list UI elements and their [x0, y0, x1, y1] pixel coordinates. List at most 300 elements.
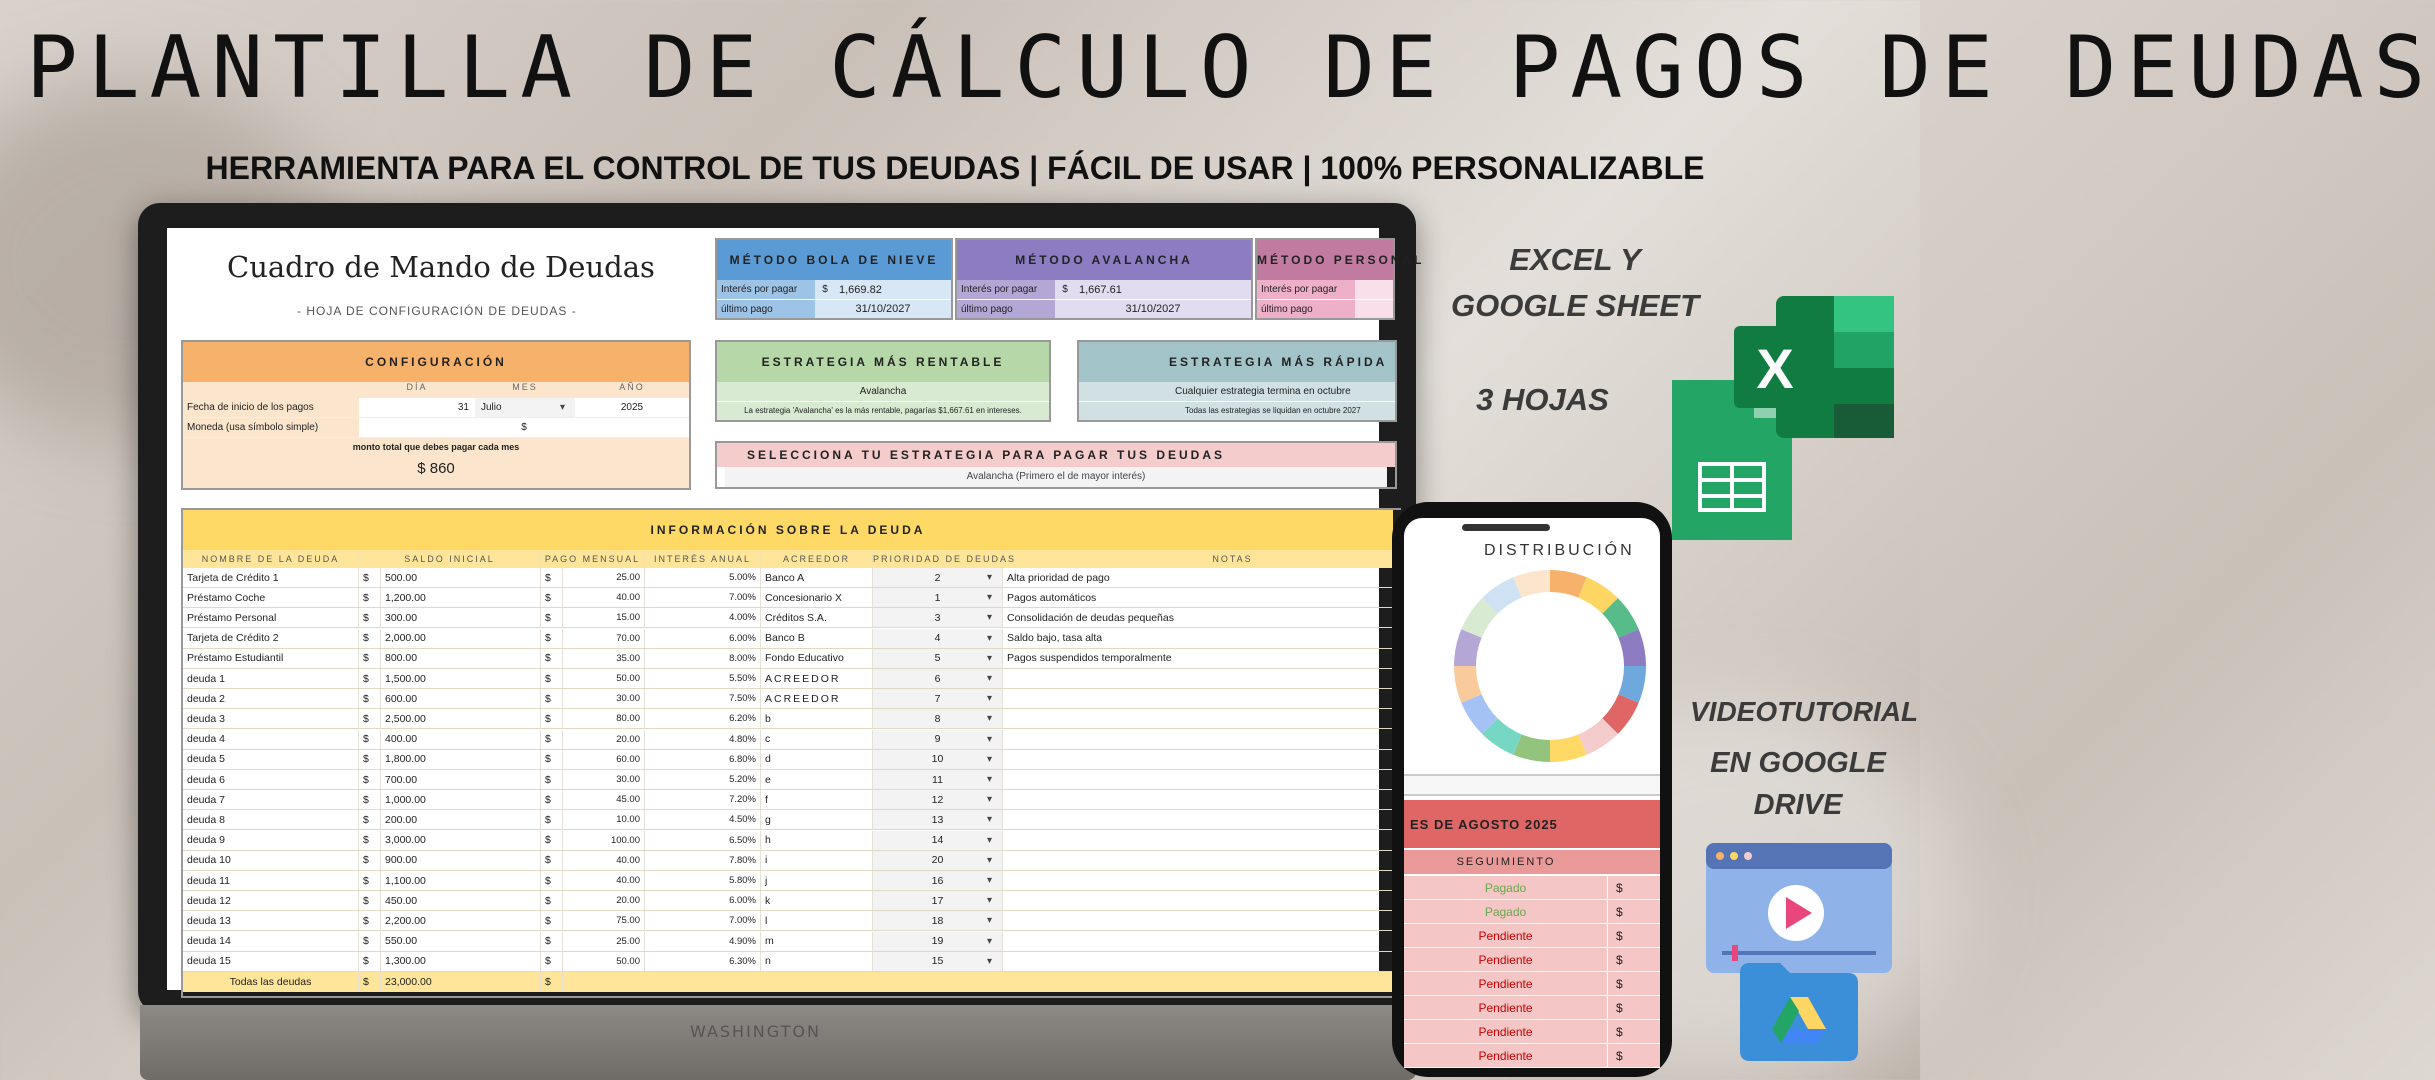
interes-cell[interactable]: 4.00% [645, 608, 761, 627]
currency-cell: $ [359, 952, 381, 971]
notas-cell[interactable]: Pagos automáticos [1007, 591, 1097, 604]
prioridad-select[interactable] [873, 689, 1003, 708]
pago-cell[interactable]: 35.00 [563, 649, 645, 668]
selecciona-panel [715, 441, 1397, 489]
currency-cell: $ [541, 750, 563, 769]
prioridad-value: 12 [931, 793, 944, 806]
currency-cell: $ [359, 871, 381, 890]
acreedor-cell[interactable]: n [761, 952, 873, 971]
debt-name-cell[interactable]: deuda 7 [183, 790, 359, 809]
tracking-row [1404, 1044, 1660, 1068]
prioridad-select[interactable] [873, 851, 1003, 870]
acreedor-cell[interactable]: c [761, 730, 873, 749]
currency-cell: $ [359, 608, 381, 627]
deuda-panel [181, 508, 1401, 998]
tracking-row [1404, 972, 1660, 996]
prioridad-select[interactable] [873, 790, 1003, 809]
prioridad-value: 2 [934, 571, 941, 584]
pago-cell[interactable]: 50.00 [563, 952, 645, 971]
prioridad-value: 6 [934, 672, 941, 685]
pago-cell[interactable]: 40.00 [563, 871, 645, 890]
phone-screen [1404, 518, 1660, 1064]
currency-cell: $ [541, 932, 563, 951]
tracking-status[interactable]: Pendiente [1404, 996, 1608, 1019]
saldo-cell[interactable]: 800.00 [381, 649, 541, 668]
table-row [183, 709, 1399, 729]
selecciona-dropdown[interactable] [725, 467, 1387, 487]
sheet-subtitle: - HOJA DE CONFIGURACIÓN DE DEUDAS - [297, 304, 577, 318]
tracking-status[interactable]: Pendiente [1404, 972, 1608, 995]
saldo-cell[interactable]: 500.00 [381, 568, 541, 587]
tracking-status[interactable]: Pendiente [1404, 1020, 1608, 1043]
currency-cell: $ [541, 790, 563, 809]
method-last-row [717, 300, 951, 318]
video-label-3: DRIVE [1753, 789, 1843, 821]
rentable-value: Avalancha [717, 382, 1049, 402]
notas-cell[interactable]: Consolidación de deudas pequeñas [1007, 611, 1174, 624]
interes-cell[interactable]: 4.80% [645, 730, 761, 749]
interes-cell[interactable]: 6.80% [645, 750, 761, 769]
deuda-header-cell: INTERÉS ANUAL [645, 554, 761, 564]
pago-cell[interactable]: 20.00 [563, 891, 645, 910]
acreedor-cell[interactable]: h [761, 831, 873, 850]
prioridad-value: 20 [931, 854, 944, 867]
debt-name-cell[interactable]: deuda 5 [183, 750, 359, 769]
config-title: CONFIGURACIÓN [183, 342, 689, 382]
acreedor-cell[interactable]: Banco B [761, 629, 873, 648]
table-row [183, 629, 1399, 649]
currency-cell: $ [541, 952, 563, 971]
debt-name-cell[interactable]: Préstamo Coche [183, 588, 359, 607]
currency-cell: $ [359, 730, 381, 749]
notas-cell[interactable] [1003, 851, 1303, 870]
notas-cell[interactable] [1003, 669, 1303, 688]
method-title: MÉTODO AVALANCHA [957, 240, 1251, 280]
method-interest-value: 1,667.61 [1075, 280, 1251, 299]
notas-cell[interactable] [1003, 911, 1303, 930]
prioridad-select[interactable] [873, 932, 1003, 951]
notas-cell[interactable] [1003, 730, 1303, 749]
debt-name-cell[interactable]: deuda 6 [183, 770, 359, 789]
notas-cell[interactable] [1003, 871, 1303, 890]
pago-cell[interactable]: 25.00 [563, 568, 645, 587]
currency-cell: $ [541, 608, 563, 627]
tracking-currency: $ [1616, 952, 1623, 967]
saldo-cell[interactable]: 550.00 [381, 932, 541, 951]
prioridad-value: 10 [931, 753, 944, 766]
saldo-cell[interactable]: 700.00 [381, 770, 541, 789]
pago-cell[interactable]: 70.00 [563, 629, 645, 648]
tracking-currency: $ [1616, 976, 1623, 991]
tracking-status[interactable]: Pagado [1404, 900, 1608, 923]
tracking-row [1404, 876, 1660, 900]
notas-cell[interactable] [1003, 932, 1303, 951]
config-col-mes: MES [512, 382, 538, 392]
config-mes-select[interactable] [475, 398, 575, 417]
tracking-row [1404, 996, 1660, 1020]
currency-cell: $ [541, 770, 563, 789]
method-interest-row [957, 280, 1251, 300]
debt-name-cell[interactable]: deuda 13 [183, 911, 359, 930]
config-moneda-input[interactable]: $ [521, 422, 527, 433]
notas-cell[interactable] [1003, 770, 1303, 789]
currency-cell: $ [359, 629, 381, 648]
debt-name-cell[interactable]: Tarjeta de Crédito 2 [183, 629, 359, 648]
notas-cell[interactable]: Saldo bajo, tasa alta [1007, 632, 1103, 645]
prioridad-value: 17 [931, 894, 944, 907]
notas-cell[interactable] [1003, 831, 1303, 850]
config-col-anio: AÑO [619, 382, 645, 392]
rapida-title: ESTRATEGIA MÁS RÁPIDA [1079, 342, 1395, 382]
currency-cell: $ [541, 649, 563, 668]
method-panel [715, 238, 953, 320]
notas-cell[interactable] [1003, 952, 1303, 971]
tracking-row [1404, 948, 1660, 972]
interes-cell[interactable]: 6.00% [645, 629, 761, 648]
saldo-cell[interactable]: 2,000.00 [381, 629, 541, 648]
tracking-row [1404, 900, 1660, 924]
debt-name-cell[interactable]: Tarjeta de Crédito 1 [183, 568, 359, 587]
debt-name-cell[interactable]: deuda 9 [183, 831, 359, 850]
pago-cell[interactable]: 15.00 [563, 608, 645, 627]
prioridad-select[interactable] [873, 891, 1003, 910]
notas-cell[interactable] [1003, 689, 1303, 708]
saldo-cell[interactable]: 400.00 [381, 730, 541, 749]
notas-cell[interactable]: Alta prioridad de pago [1007, 571, 1110, 584]
currency-cell: $ [359, 568, 381, 587]
interes-cell[interactable]: 4.50% [645, 810, 761, 829]
table-row [183, 669, 1399, 689]
interes-cell[interactable]: 7.00% [645, 588, 761, 607]
saldo-cell[interactable]: 3,000.00 [381, 831, 541, 850]
table-row [183, 750, 1399, 770]
method-currency: $ [1055, 280, 1075, 299]
currency-cell: $ [541, 730, 563, 749]
acreedor-cell[interactable]: g [761, 810, 873, 829]
interes-cell[interactable]: 7.50% [645, 689, 761, 708]
saldo-cell[interactable]: 200.00 [381, 810, 541, 829]
method-title: MÉTODO PERSONAL [1257, 240, 1393, 280]
prioridad-select[interactable] [873, 649, 1003, 668]
pago-cell[interactable]: 30.00 [563, 770, 645, 789]
notas-cell[interactable] [1003, 709, 1303, 728]
prioridad-value: 9 [934, 733, 941, 746]
debt-name-cell[interactable]: deuda 11 [183, 871, 359, 890]
method-panel [1255, 238, 1425, 320]
tracking-status[interactable]: Pendiente [1404, 924, 1608, 947]
tracking-status[interactable]: Pendiente [1404, 1044, 1608, 1067]
interes-cell[interactable]: 5.20% [645, 770, 761, 789]
method-interest-row [1257, 280, 1393, 300]
debt-name-cell[interactable]: deuda 1 [183, 669, 359, 688]
acreedor-cell[interactable]: Fondo Educativo [761, 649, 873, 668]
rentable-panel [715, 340, 1051, 422]
rapida-note: Todas las estrategias se liquidan en octubre 2027 [1079, 402, 1395, 420]
prioridad-value: 18 [931, 914, 944, 927]
method-interest-label: Interés por pagar [1261, 284, 1338, 295]
currency-cell: $ [541, 588, 563, 607]
excel-label-1: EXCEL Y [1509, 242, 1641, 277]
currency-cell: $ [359, 770, 381, 789]
table-row [183, 932, 1399, 952]
notas-cell[interactable] [1003, 891, 1303, 910]
acreedor-cell[interactable]: Créditos S.A. [761, 608, 873, 627]
debt-name-cell[interactable]: Préstamo Personal [183, 608, 359, 627]
debt-name-cell[interactable]: Préstamo Estudiantil [183, 649, 359, 668]
deuda-header-cell: PAGO MENSUAL [541, 554, 645, 564]
prioridad-select[interactable] [873, 770, 1003, 789]
currency-cell: $ [359, 891, 381, 910]
prioridad-value: 15 [931, 955, 944, 968]
method-currency [1355, 280, 1375, 299]
debt-name-cell[interactable]: deuda 8 [183, 810, 359, 829]
tracking-currency: $ [1616, 880, 1623, 895]
table-row [183, 689, 1399, 709]
acreedor-cell[interactable]: ACREEDOR [761, 669, 873, 688]
pago-cell[interactable]: 20.00 [563, 730, 645, 749]
method-last-label: último pago [721, 303, 773, 315]
interes-cell[interactable]: 6.00% [645, 891, 761, 910]
currency-cell: $ [541, 871, 563, 890]
saldo-cell[interactable]: 1,300.00 [381, 952, 541, 971]
table-row [183, 649, 1399, 669]
config-col-dia: DÍA [406, 382, 428, 392]
tracking-status[interactable]: Pagado [1404, 876, 1608, 899]
table-row [183, 608, 1399, 628]
debt-name-cell[interactable]: deuda 15 [183, 952, 359, 971]
debt-name-cell[interactable]: deuda 4 [183, 730, 359, 749]
pago-cell[interactable]: 60.00 [563, 750, 645, 769]
hojas-label: 3 HOJAS [1476, 382, 1609, 417]
prioridad-select[interactable] [873, 629, 1003, 648]
deuda-header-cell: NOTAS [1003, 554, 1463, 564]
config-dia-input[interactable]: 31 [457, 402, 469, 413]
currency-cell: $ [359, 790, 381, 809]
interes-cell[interactable]: 4.90% [645, 932, 761, 951]
currency-cell: $ [541, 851, 563, 870]
debt-name-cell[interactable]: deuda 14 [183, 932, 359, 951]
saldo-cell[interactable]: 1,200.00 [381, 588, 541, 607]
currency-cell: $ [541, 911, 563, 930]
interes-cell[interactable]: 5.80% [645, 871, 761, 890]
debt-name-cell[interactable]: deuda 10 [183, 851, 359, 870]
currency-cell: $ [541, 810, 563, 829]
phone-seguimiento-label: SEGUIMIENTO [1456, 856, 1556, 868]
table-row [183, 810, 1399, 830]
notas-cell[interactable] [1003, 810, 1303, 829]
pago-cell[interactable]: 75.00 [563, 911, 645, 930]
prioridad-value: 13 [931, 813, 944, 826]
prioridad-value: 19 [931, 935, 944, 948]
deuda-header-cell: PRIORIDAD DE DEUDAS [873, 554, 1017, 564]
method-last-row [957, 300, 1251, 318]
pago-cell[interactable]: 80.00 [563, 709, 645, 728]
interes-cell[interactable]: 6.50% [645, 831, 761, 850]
interes-cell[interactable]: 7.80% [645, 851, 761, 870]
method-last-value: 31/10/2027 [1055, 300, 1251, 318]
saldo-cell[interactable]: 300.00 [381, 608, 541, 627]
saldo-cell[interactable]: 450.00 [381, 891, 541, 910]
laptop-base [140, 1005, 1416, 1080]
distribution-donut-chart [1450, 566, 1650, 766]
prioridad-value: 4 [934, 632, 941, 645]
currency-cell: $ [359, 810, 381, 829]
prioridad-select[interactable] [873, 568, 1003, 587]
acreedor-cell[interactable]: m [761, 932, 873, 951]
interes-cell[interactable]: 7.00% [645, 911, 761, 930]
interes-cell[interactable]: 5.00% [645, 568, 761, 587]
method-interest-label: Interés por pagar [721, 284, 798, 295]
debt-name-cell[interactable]: deuda 12 [183, 891, 359, 910]
prioridad-select[interactable] [873, 871, 1003, 890]
saldo-cell[interactable]: 600.00 [381, 689, 541, 708]
method-interest-value [1375, 280, 1393, 299]
tracking-status[interactable]: Pendiente [1404, 948, 1608, 971]
prioridad-select[interactable] [873, 608, 1003, 627]
currency-cell: $ [541, 568, 563, 587]
prioridad-select[interactable] [873, 588, 1003, 607]
currency-cell: $ [541, 831, 563, 850]
notas-cell[interactable]: Pagos suspendidos temporalmente [1007, 652, 1172, 665]
prioridad-select[interactable] [873, 911, 1003, 930]
total-label: Todas las deudas [183, 972, 359, 992]
method-last-value [1355, 300, 1393, 318]
currency-cell: $ [541, 689, 563, 708]
config-anio-input[interactable]: 2025 [620, 402, 644, 413]
currency-cell: $ [359, 972, 381, 992]
table-row [183, 588, 1399, 608]
phone-month-title: ES DE AGOSTO 2025 [1410, 816, 1558, 832]
tracking-currency: $ [1616, 904, 1623, 919]
notas-cell[interactable] [1003, 750, 1303, 769]
debt-name-cell[interactable]: deuda 2 [183, 689, 359, 708]
prioridad-value: 14 [931, 834, 944, 847]
notas-cell[interactable] [1003, 790, 1303, 809]
currency-cell: $ [359, 750, 381, 769]
table-row [183, 871, 1399, 891]
config-fecha-label: Fecha de inicio de los pagos [183, 398, 359, 417]
rapida-panel [1077, 340, 1397, 422]
acreedor-cell[interactable]: b [761, 709, 873, 728]
currency-cell: $ [359, 669, 381, 688]
video-player-icon [1706, 843, 1892, 973]
acreedor-cell[interactable]: j [761, 871, 873, 890]
google-drive-folder-icon [1740, 963, 1858, 1061]
interes-cell[interactable]: 7.20% [645, 790, 761, 809]
prioridad-select[interactable] [873, 952, 1003, 971]
acreedor-cell[interactable]: Concesionario X [761, 588, 873, 607]
currency-cell: $ [359, 689, 381, 708]
acreedor-cell[interactable]: k [761, 891, 873, 910]
config-col-headers [183, 382, 689, 398]
method-last-value: 31/10/2027 [815, 300, 951, 318]
table-row [183, 770, 1399, 790]
method-interest-row [717, 280, 951, 300]
saldo-cell[interactable]: 2,200.00 [381, 911, 541, 930]
prioridad-value: 5 [934, 652, 941, 665]
currency-cell: $ [359, 831, 381, 850]
acreedor-cell[interactable]: e [761, 770, 873, 789]
pago-cell[interactable]: 45.00 [563, 790, 645, 809]
phone-seguimiento-header [1404, 850, 1660, 874]
selecciona-title: SELECCIONA TU ESTRATEGIA PARA PAGAR TUS DEUDAS [717, 443, 1395, 467]
interes-cell[interactable]: 5.50% [645, 669, 761, 688]
interes-cell[interactable]: 6.30% [645, 952, 761, 971]
pago-cell[interactable]: 30.00 [563, 689, 645, 708]
prioridad-value: 1 [934, 591, 941, 604]
table-row [183, 891, 1399, 911]
config-fecha-row [183, 398, 689, 418]
saldo-cell[interactable]: 2,500.00 [381, 709, 541, 728]
currency-cell: $ [359, 911, 381, 930]
saldo-cell[interactable]: 1,800.00 [381, 750, 541, 769]
prioridad-select[interactable] [873, 750, 1003, 769]
tracking-row [1404, 1020, 1660, 1044]
excel-icon [1734, 296, 1894, 438]
pago-cell[interactable]: 100.00 [563, 831, 645, 850]
acreedor-cell[interactable]: i [761, 851, 873, 870]
interes-cell[interactable]: 6.20% [645, 709, 761, 728]
phone-month-header [1404, 800, 1660, 848]
saldo-cell[interactable]: 1,500.00 [381, 669, 541, 688]
pago-cell[interactable]: 50.00 [563, 669, 645, 688]
prioridad-value: 8 [934, 712, 941, 725]
laptop-brand: WASHINGTON [690, 1022, 821, 1041]
prioridad-select[interactable] [873, 709, 1003, 728]
debt-name-cell[interactable]: deuda 3 [183, 709, 359, 728]
config-monto-value: $ 860 [183, 456, 689, 488]
config-moneda-label: Moneda (usa símbolo simple) [183, 418, 359, 437]
method-title: MÉTODO BOLA DE NIEVE [717, 240, 951, 280]
tracking-row [1404, 924, 1660, 948]
saldo-cell[interactable]: 900.00 [381, 851, 541, 870]
page-title: PLANTILLA DE CÁLCULO DE PAGOS DE DEUDAS [26, 18, 2435, 118]
acreedor-cell[interactable]: d [761, 750, 873, 769]
prioridad-select[interactable] [873, 669, 1003, 688]
excel-label-2: GOOGLE SHEET [1450, 288, 1700, 323]
distribucion-title: DISTRIBUCIÓN [1484, 542, 1635, 559]
pago-cell[interactable]: 40.00 [563, 588, 645, 607]
rapida-value: Cualquier estrategia termina en octubre [1079, 382, 1395, 402]
deuda-header-cell: NOMBRE DE LA DEUDA [183, 554, 359, 564]
config-panel [181, 340, 691, 490]
acreedor-cell[interactable]: ACREEDOR [761, 689, 873, 708]
saldo-cell[interactable]: 1,100.00 [381, 871, 541, 890]
video-label-1: VIDEOTUTORIAL [1690, 696, 1919, 727]
pago-cell[interactable]: 40.00 [563, 851, 645, 870]
prioridad-select[interactable] [873, 730, 1003, 749]
interes-cell[interactable]: 8.00% [645, 649, 761, 668]
sheet-title: Cuadro de Mando de Deudas [227, 250, 655, 284]
tracking-currency: $ [1616, 1000, 1623, 1015]
acreedor-cell[interactable]: l [761, 911, 873, 930]
prioridad-select[interactable] [873, 810, 1003, 829]
prioridad-select[interactable] [873, 831, 1003, 850]
pago-cell[interactable]: 10.00 [563, 810, 645, 829]
table-row [183, 851, 1399, 871]
pago-cell[interactable]: 25.00 [563, 932, 645, 951]
acreedor-cell[interactable]: f [761, 790, 873, 809]
table-total-row [183, 972, 1399, 992]
acreedor-cell[interactable]: Banco A [761, 568, 873, 587]
method-interest-value: 1,669.82 [835, 280, 951, 299]
method-currency: $ [815, 280, 835, 299]
table-row [183, 568, 1399, 588]
method-last-row [1257, 300, 1393, 318]
method-interest-label: Interés por pagar [961, 284, 1038, 295]
deuda-header-cell: SALDO INICIAL [359, 554, 541, 564]
saldo-cell[interactable]: 1,000.00 [381, 790, 541, 809]
